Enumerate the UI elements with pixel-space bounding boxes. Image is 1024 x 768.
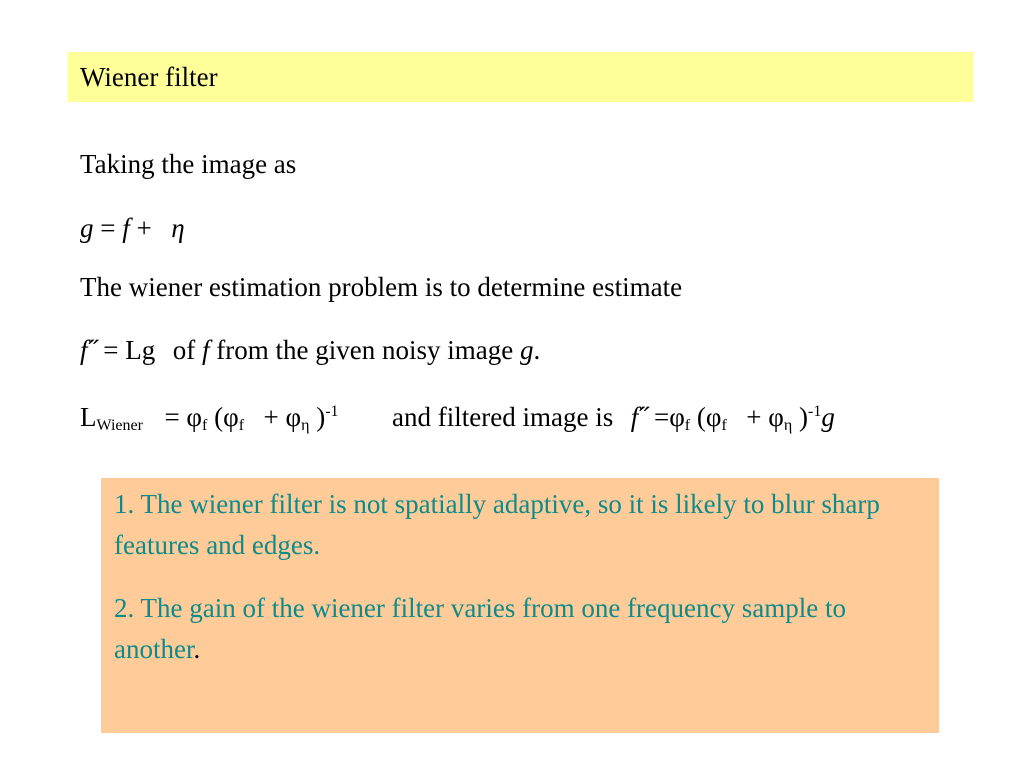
symbol-phi: φ — [186, 402, 203, 432]
symbol-g: g — [80, 213, 94, 243]
symbol-phi: φ — [768, 402, 784, 432]
symbol-phi: φ — [223, 402, 239, 432]
symbol-g: g — [821, 402, 835, 432]
subscript-f: f — [721, 417, 727, 434]
subscript-eta: η — [783, 417, 793, 434]
problem-text: The wiener estimation problem is to determine estimate — [80, 272, 683, 302]
subscript-eta: η — [301, 417, 310, 434]
slide-title: Wiener filter — [80, 62, 218, 92]
equals-sign: = — [653, 402, 670, 432]
subscript-f: f — [684, 417, 691, 434]
note-2-text: 2. The gain of the wiener filter varies from one frequency sample to another — [114, 593, 846, 664]
open-paren: ( — [214, 402, 224, 432]
symbol-g: g — [519, 335, 534, 365]
equals-sign: = — [103, 335, 119, 365]
title-bar — [68, 52, 973, 102]
subscript-f: f — [238, 417, 245, 434]
symbol-eta: η — [171, 213, 185, 243]
period: . — [533, 335, 541, 365]
symbol-Lg: Lg — [125, 335, 156, 365]
of-text: of — [172, 335, 196, 365]
subscript-wiener: Wiener — [96, 417, 143, 434]
symbol-f: f — [122, 213, 130, 243]
equals-sign: = — [164, 402, 180, 432]
superscript-inverse: -1 — [808, 403, 822, 420]
estimate-rest-text: from the given noisy image — [216, 335, 514, 365]
open-paren: ( — [696, 402, 706, 432]
superscript-inverse: -1 — [325, 403, 339, 420]
symbol-phi: φ — [285, 402, 302, 432]
note-2-period: . — [193, 634, 201, 664]
symbol-f: f — [201, 335, 210, 365]
plus-sign: + — [746, 402, 762, 432]
note-1: 1. The wiener filter is not spatially adaptive, so it is likely to blur sharp features and edges. — [114, 489, 880, 560]
plus-sign: + — [263, 402, 279, 432]
estimate-line — [80, 334, 540, 366]
plus-sign: + — [136, 213, 152, 243]
symbol-phi: φ — [669, 402, 685, 432]
equation-model — [80, 212, 185, 244]
note-2 — [114, 588, 924, 670]
symbol-L: L — [80, 402, 97, 432]
subscript-f: f — [202, 417, 208, 434]
notes-box — [101, 478, 939, 733]
symbol-f-hat: f˝ — [80, 335, 97, 365]
close-paren: ) — [799, 402, 808, 432]
equals-sign: = — [100, 213, 116, 243]
intro-text: Taking the image as — [80, 149, 297, 179]
close-paren: ) — [316, 402, 326, 432]
symbol-f-hat: f˝ — [630, 402, 648, 432]
wiener-formula-line — [80, 396, 835, 442]
symbol-phi: φ — [705, 402, 722, 432]
filtered-image-text: and filtered image is — [392, 402, 614, 432]
